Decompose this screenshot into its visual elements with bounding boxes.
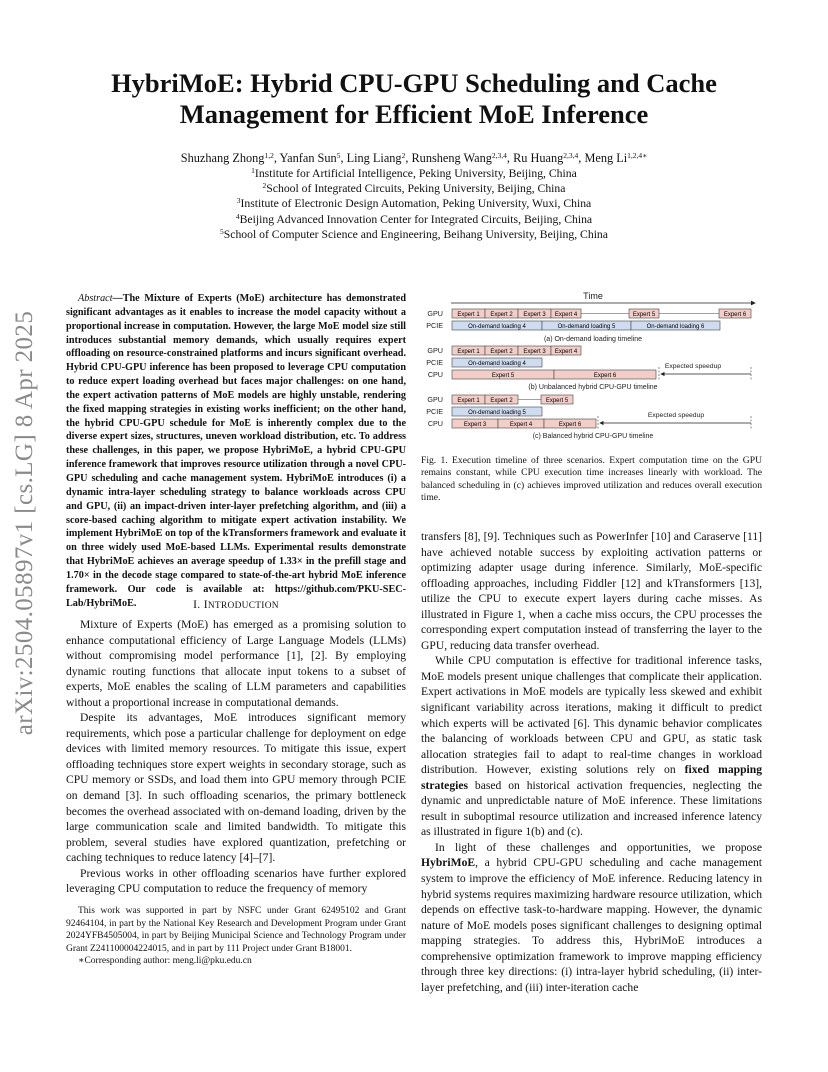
block-b-expert2: Expert 2 (490, 349, 513, 355)
block-a-expert4: Expert 4 (554, 312, 578, 318)
arxiv-identifier (8, 292, 42, 754)
block-b-expert4: Expert 4 (554, 349, 578, 355)
timeline-c (452, 395, 751, 430)
block-c-expert3: Expert 3 (463, 422, 487, 428)
corresponding-footnote: ∗Corresponding author: meng.li@pku.edu.cn (78, 956, 252, 966)
section-heading: I. INTRODUCTION (193, 598, 279, 611)
row-label-cpu: CPU (427, 419, 443, 428)
title-line-1: HybriMoE: Hybrid CPU-GPU Scheduling and Cache (111, 68, 717, 98)
paper-title (60, 68, 768, 130)
block-c-expert5: Expert 5 (545, 398, 569, 404)
author-list (60, 150, 768, 166)
block-b-load4: On-demand loading 4 (468, 361, 526, 367)
block-a-expert1: Expert 1 (457, 312, 480, 318)
block-c-expert6: Expert 6 (558, 422, 582, 428)
affiliation: $^4$Beijing Advanced Innovation Center for Integrated Circuits, Beijing, China (235, 211, 593, 226)
author: Meng $Li^{1,2,4∗}$ (584, 151, 648, 165)
subcaption-b: (b) Unbalanced hybrid CPU-GPU timeline (528, 384, 658, 391)
intro-column (66, 617, 406, 897)
block-a-expert6: Expert 6 (723, 312, 747, 318)
block-a-load6: On-demand loading 6 (646, 324, 705, 330)
block-a-expert5: Expert 5 (632, 312, 656, 318)
paragraph: While CPU computation is effective for traditional inference tasks, MoE models present unique challenges that complicate their application. Expert activations in MoE models are typically less skewed and exhibit significant variability across iterations, making it difficult to predict which experts will be activated [6]. This dynamic behavior complicates the balancing of workloads between CPU and GPU, as static task allocation strategies fail to adapt to real-time changes in workload distribution. However, existing solutions rely on fixed mapping strategies based on historical activation frequencies, neglecting the dynamic and unpredictable nature of MoE inference. These limitations result in suboptimal resource utilization and increased inference latency as illustrated in figure 1(b) and (c). (421, 654, 762, 839)
author: Ru Huang$^{2,3,4}$, (513, 151, 585, 165)
subcaption-a: (a) On-demand loading timeline (543, 336, 643, 343)
block-a-load4: On-demand loading 4 (468, 324, 526, 330)
row-label-cpu: CPU (427, 370, 443, 379)
paragraph: Previous works in other offloading scenarios have further explored leveraging CPU computation to reduce the frequency of memory (66, 866, 406, 896)
affiliation: $^5$School of Computer Science and Engineering, Beihang University, Beijing, China (220, 226, 608, 241)
timeline-diagram (421, 288, 762, 446)
block-b-expert1: Expert 1 (457, 349, 480, 355)
fixed-mapping-emphasis: fixed mapping strategies (421, 763, 762, 792)
row-label-pcie: PCIE (426, 407, 443, 416)
timeline-b (452, 346, 751, 381)
row-label-gpu: GPU (427, 395, 443, 404)
block-c-load5: On-demand loading 5 (468, 410, 526, 416)
author: Yanfan Sun$^5$, (279, 151, 347, 165)
affiliations (60, 166, 768, 242)
author: Ling Liang$^2$, (346, 151, 412, 165)
abstract-label: Abstract (78, 293, 113, 304)
hybrimoe-emphasis: HybriMoE (421, 856, 476, 870)
expected-speedup-b: Expected speedup (664, 363, 722, 370)
abstract-text: —The Mixture of Experts (MoE) architecture has demonstrated significant advantages as it enables to increase the model capacity without a proportional increase in computation. However, the large MoE model size still introduces substantial memory demands, which usually requires expert offloading on resource-constrained platforms and incurs significant overhead. Hybrid CPU-GPU inference has been proposed to leverage CPU computation to reduce expert loading overhead but faces major challenges: on one hand, the expert activation patterns of MoE models are highly unstable, rendering the fixed mapping strategies in existing works inefficient; on the other hand, the hybrid CPU-GPU schedule for MoE is inherently complex due to the diverse expert sizes, structures, uneven workload distribution, etc. To address these challenges, in this paper, we propose HybriMoE, a hybrid CPU-GPU inference framework that improves resource utilization through a novel CPU-GPU scheduling and cache management system. HybriMoE introduces (i) a dynamic intra-layer scheduling strategy to balance workloads across CPU and GPU, (ii) an impact-driven inter-layer prefetching algorithm, and (iii) a score-based caching algorithm to mitigate expert activation instability. We implement HybriMoE on top of the kTransformers framework and evaluate it on three widely used MoE-based LLMs. Experimental results demonstrate that HybriMoE achieves an average speedup of 1.33× in the prefill stage and 1.70× in the decode stage compared to state-of-the-art hybrid MoE inference framework. Our code is available at: https://github.com/PKU-SEC-Lab/HybriMoE. (66, 293, 406, 609)
block-a-expert3: Expert 3 (523, 312, 546, 318)
block-a-expert2: Expert 2 (490, 312, 513, 318)
block-a-load5: On-demand loading 5 (557, 324, 616, 330)
block-b-expert3: Expert 3 (523, 349, 546, 355)
row-label-pcie: PCIE (426, 321, 443, 330)
affiliation: $^1$Institute for Artificial Intelligence, Peking University, Beijing, China (251, 166, 577, 180)
paragraph: transfers [8], [9]. Techniques such as PowerInfer [10] and Caraserve [11] have achieved notable success by exploiting activation patterns or optimizing adapter usage during inference. Similarly, MoE-specific offloading approaches, including Fiddler [12] and kTransformers [13], utilize the CPU to execute expert layers during cache misses. As illustrated in Figure 1, when a cache miss occurs, the CPU processes the corresponding expert computation instead of transferring the layer to the GPU, reducing data transfer overhead. (421, 530, 762, 652)
block-c-expert4: Expert 4 (509, 422, 533, 428)
timeline-a-pcie (452, 321, 720, 330)
paragraph: Mixture of Experts (MoE) has emerged as a promising solution to enhance computational efficiency of Large Language Models (LLMs) without compromising model performance [1], [2]. By employing dynamic routing functions that allocate input tokens to a subset of experts, MoE enables the scaling of LLM parameters and capabilities without a proportional increase in computational demands. (66, 618, 406, 709)
subcaption-c: (c) Balanced hybrid CPU-GPU timeline (532, 433, 654, 440)
author: Runsheng Wang$^{2,3,4}$, (411, 151, 514, 165)
title-line-2: Management for Efficient MoE Inference (179, 99, 649, 129)
block-b-expert6: Expert 6 (593, 373, 617, 379)
abstract (66, 292, 406, 610)
time-label: Time (583, 291, 603, 301)
paragraph: Despite its advantages, MoE introduces significant memory requirements, which pose a particular challenge for deployment on edge devices with limited memory resources. To mitigate this issue, expert offloading techniques store expert weights in secondary storage, such as CPU memory or SSDs, and load them into GPU memory through PCIE on demand [3]. In such offloading scenarios, the primary bottleneck becomes the overhead associated with on-demand loading, driven by the large communication scale and limited bandwidth. To mitigate this problem, several studies have explored quantization, prefetching or caching techniques to reduce latency [4]–[7]. (66, 711, 406, 865)
row-label-gpu: GPU (427, 309, 443, 318)
expected-speedup-c: Expected speedup (647, 412, 705, 419)
row-label-pcie: PCIE (426, 358, 443, 367)
paragraph: In light of these challenges and opportunities, we propose HybriMoE, a hybrid CPU-GPU scheduling and cache management system to improve the efficiency of MoE inference. Reducing latency in hybrid systems requires maximizing hardware resource utilization, which depends on effective task-to-hardware mapping. However, the dynamic nature of MoE models poses significant challenges to designing optimal mapping strategies. To address this, HybriMoE introduces a comprehensive optimization framework to improve mapping efficiency through three key directions: (i) intra-layer hybrid scheduling, (ii) inter-layer prefetching, and (iii) inter-iteration cache (421, 840, 762, 994)
row-label-gpu: GPU (427, 346, 443, 355)
figure-1 (421, 288, 762, 446)
arxiv-id-text: arXiv:2504.05897v1 [cs.LG] 8 Apr 2025 (11, 310, 38, 736)
funding-footnote: This work was supported in part by NSFC under Grant 62495102 and Grant 92464104, in part by the National Key Research and Development Program under Grant 2024YFB4505004, in part by Beijing Municipal Science and Technology Program under Grant Z241100004224015, and in part by 111 Project under Grant B18001. (66, 906, 406, 954)
right-column (421, 529, 762, 995)
author: Shuzhang Zhong$^{1,2}$, (180, 151, 280, 165)
figure-caption: Fig. 1. Execution timeline of three scenarios. Expert computation time on the GPU remains constant, while CPU execution time increases linearly with workload. The balanced scheduling in (c) achieves improved utilization and reduces overall execution time. (421, 455, 762, 503)
block-b-expert5: Expert 5 (491, 373, 515, 379)
timeline-a-gpu (452, 309, 751, 318)
affiliation: $^2$School of Integrated Circuits, Peking University, Beijing, China (262, 181, 566, 196)
block-c-expert2: Expert 2 (490, 398, 513, 404)
footnotes (66, 905, 406, 968)
affiliation: $^3$Institute of Electronic Design Automation, Peking University, Wuxi, China (236, 196, 592, 211)
block-c-expert1: Expert 1 (457, 398, 480, 404)
